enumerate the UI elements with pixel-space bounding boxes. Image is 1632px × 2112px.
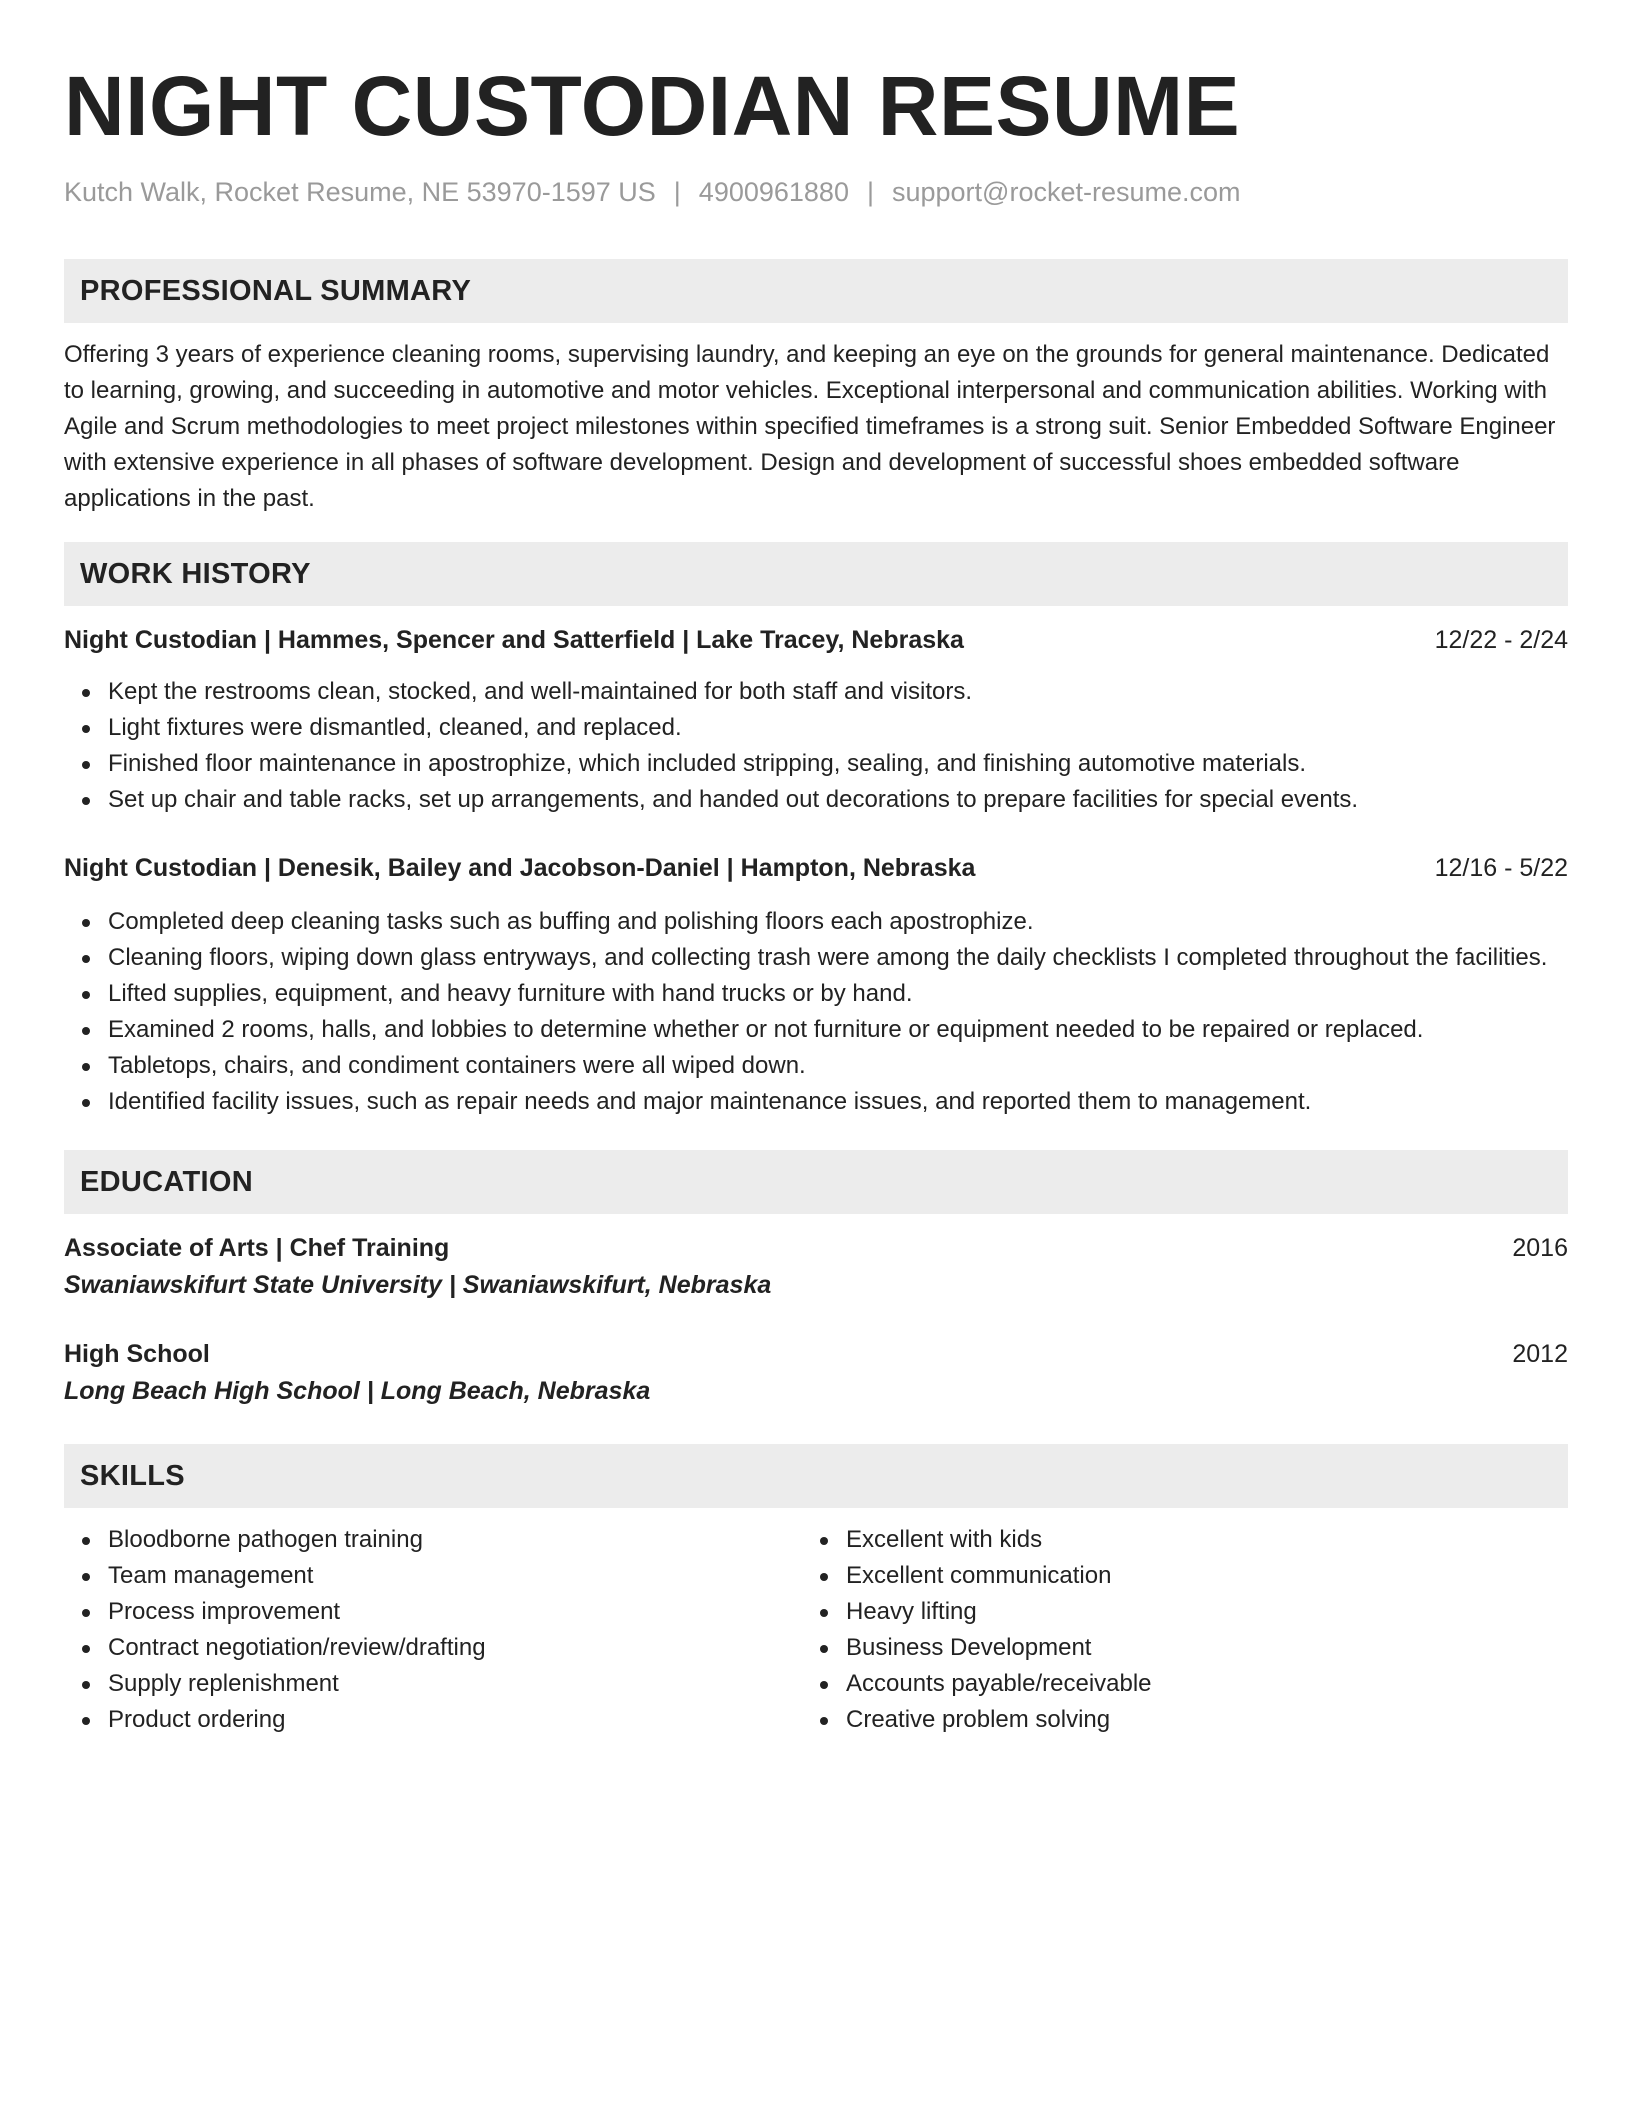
education-header	[64, 1230, 1568, 1266]
job-title: Night Custodian | Denesik, Bailey and Jacobson-Daniel | Hampton, Nebraska	[64, 854, 976, 882]
job-duties-list	[64, 674, 1568, 818]
skill-item: Creative problem solving	[846, 1702, 1540, 1738]
job-header	[64, 850, 1568, 886]
skill-item: Contract negotiation/review/drafting	[108, 1630, 802, 1666]
education-degree: High School	[64, 1340, 210, 1368]
list-item: Tabletops, chairs, and condiment containers were all wiped down.	[108, 1048, 1568, 1084]
education-entry	[64, 1336, 1568, 1410]
skill-item: Process improvement	[108, 1594, 802, 1630]
education-degree: Associate of Arts | Chef Training	[64, 1234, 450, 1262]
job-entry	[64, 622, 1568, 818]
section-heading-summary: PROFESSIONAL SUMMARY	[64, 259, 1568, 323]
skills-list	[802, 1522, 1540, 1738]
contact-email: support@rocket-resume.com	[891, 177, 1241, 207]
skill-item: Product ordering	[108, 1702, 802, 1738]
contact-address: Kutch Walk, Rocket Resume, NE 53970-1597 US	[64, 177, 656, 207]
contact-separator: |	[866, 177, 874, 207]
list-item: Light fixtures were dismantled, cleaned, and replaced.	[108, 710, 1568, 746]
skills-list	[64, 1522, 802, 1738]
skills-column-left	[64, 1522, 802, 1738]
skill-item: Heavy lifting	[846, 1594, 1540, 1630]
list-item: Set up chair and table racks, set up arrangements, and handed out decorations to prepare facilities for special events.	[108, 782, 1568, 818]
job-header	[64, 622, 1568, 658]
education-year: 2016	[1512, 1234, 1568, 1262]
skills-grid	[64, 1522, 1568, 1738]
education-school: Long Beach High School | Long Beach, Nebraska	[64, 1377, 651, 1405]
list-item: Kept the restrooms clean, stocked, and well-maintained for both staff and visitors.	[108, 674, 1568, 710]
skill-item: Excellent communication	[846, 1558, 1540, 1594]
job-title: Night Custodian | Hammes, Spencer and Satterfield | Lake Tracey, Nebraska	[64, 626, 964, 654]
section-heading-skills: SKILLS	[64, 1444, 1568, 1508]
contact-line	[64, 174, 1568, 210]
skill-item: Supply replenishment	[108, 1666, 802, 1702]
summary-text: Offering 3 years of experience cleaning rooms, supervising laundry, and keeping an eye on the grounds for general maintenance. Dedicated to learning, growing, and succeeding in automotive and motor vehicles. Exceptional interpersonal and communication abilities. Working with Agile and Scrum methodologies to meet project milestones within specified timeframes is a strong suit. Senior Embedded Software Engineer with extensive experience in all phases of software development. Design and development of successful shoes embedded software applications in the past.	[64, 341, 1556, 512]
job-dates: 12/16 - 5/22	[1434, 854, 1568, 882]
education-year: 2012	[1512, 1340, 1568, 1368]
education-entry	[64, 1230, 1568, 1304]
skill-item: Accounts payable/receivable	[846, 1666, 1540, 1702]
section-heading-work-history: WORK HISTORY	[64, 542, 1568, 606]
list-item: Cleaning floors, wiping down glass entryways, and collecting trash were among the daily checklists I completed throughout the facilities.	[108, 940, 1568, 976]
list-item: Completed deep cleaning tasks such as buffing and polishing floors each apostrophize.	[108, 904, 1568, 940]
contact-separator: |	[673, 177, 681, 207]
education-school: Swaniawskifurt State University | Swaniawskifurt, Nebraska	[64, 1271, 772, 1299]
list-item: Identified facility issues, such as repair needs and major maintenance issues, and reported them to management.	[108, 1084, 1568, 1120]
list-item: Examined 2 rooms, halls, and lobbies to determine whether or not furniture or equipment needed to be repaired or replaced.	[108, 1012, 1568, 1048]
skill-item: Team management	[108, 1558, 802, 1594]
skills-column-right	[802, 1522, 1540, 1738]
section-heading-education: EDUCATION	[64, 1150, 1568, 1214]
list-item: Lifted supplies, equipment, and heavy furniture with hand trucks or by hand.	[108, 976, 1568, 1012]
skill-item: Bloodborne pathogen training	[108, 1522, 802, 1558]
list-item: Finished floor maintenance in apostrophize, which included stripping, sealing, and finishing automotive materials.	[108, 746, 1568, 782]
skill-item: Excellent with kids	[846, 1522, 1540, 1558]
job-entry	[64, 850, 1568, 1120]
job-dates: 12/22 - 2/24	[1434, 626, 1568, 654]
skill-item: Business Development	[846, 1630, 1540, 1666]
job-duties-list	[64, 904, 1568, 1120]
contact-phone: 4900961880	[698, 177, 849, 207]
resume-title: NIGHT CUSTODIAN RESUME	[64, 59, 1241, 153]
education-header	[64, 1336, 1568, 1372]
